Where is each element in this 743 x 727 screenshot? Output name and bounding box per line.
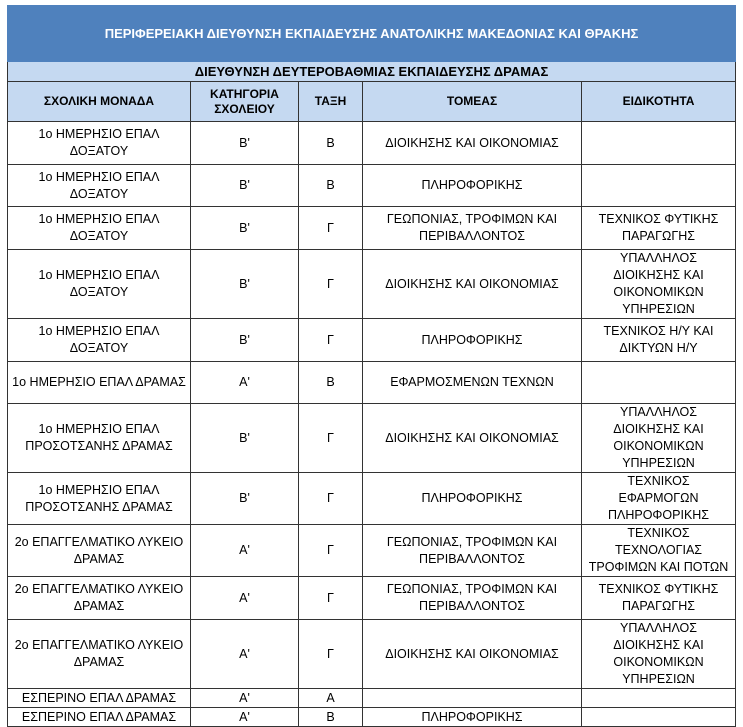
table-row bbox=[8, 473, 736, 525]
cell-category: Α' bbox=[191, 525, 299, 577]
document-table-wrapper bbox=[7, 5, 735, 727]
cell-grade: Γ bbox=[299, 250, 363, 319]
cell-school: ΕΣΠΕΡΙΝΟ ΕΠΑΛ ΔΡΑΜΑΣ bbox=[8, 708, 191, 727]
column-header-specialty: ΕΙΔΙΚΟΤΗΤΑ bbox=[582, 82, 736, 122]
cell-category: Α' bbox=[191, 708, 299, 727]
cell-grade: Γ bbox=[299, 525, 363, 577]
cell-grade: Β bbox=[299, 708, 363, 727]
cell-grade: Γ bbox=[299, 577, 363, 620]
cell-sector: ΔΙΟΙΚΗΣΗΣ ΚΑΙ ΟΙΚΟΝΟΜΙΑΣ bbox=[363, 620, 582, 689]
table-row bbox=[8, 250, 736, 319]
cell-school: 1ο ΗΜΕΡΗΣΙΟ ΕΠΑΛ ΔΟΞΑΤΟΥ bbox=[8, 122, 191, 165]
cell-grade: Γ bbox=[299, 620, 363, 689]
table-body bbox=[8, 122, 736, 727]
cell-sector bbox=[363, 689, 582, 708]
cell-sector: ΔΙΟΙΚΗΣΗΣ ΚΑΙ ΟΙΚΟΝΟΜΙΑΣ bbox=[363, 250, 582, 319]
cell-grade: Γ bbox=[299, 473, 363, 525]
cell-sector: ΓΕΩΠΟΝΙΑΣ, ΤΡΟΦΙΜΩΝ ΚΑΙ ΠΕΡΙΒΑΛΛΟΝΤΟΣ bbox=[363, 577, 582, 620]
cell-grade: Β bbox=[299, 122, 363, 165]
table-row bbox=[8, 319, 736, 362]
column-header-school: ΣΧΟΛΙΚΗ ΜΟΝΑΔΑ bbox=[8, 82, 191, 122]
cell-grade: Γ bbox=[299, 207, 363, 250]
table-row bbox=[8, 708, 736, 727]
cell-grade: Α bbox=[299, 689, 363, 708]
cell-category: Β' bbox=[191, 473, 299, 525]
table-row bbox=[8, 577, 736, 620]
column-header-grade: ΤΑΞΗ bbox=[299, 82, 363, 122]
cell-school: 1ο ΗΜΕΡΗΣΙΟ ΕΠΑΛ ΔΟΞΑΤΟΥ bbox=[8, 319, 191, 362]
cell-specialty bbox=[582, 708, 736, 727]
column-header-category: ΚΑΤΗΓΟΡΙΑ ΣΧΟΛΕΙΟΥ bbox=[191, 82, 299, 122]
cell-sector: ΔΙΟΙΚΗΣΗΣ ΚΑΙ ΟΙΚΟΝΟΜΙΑΣ bbox=[363, 404, 582, 473]
table-row bbox=[8, 362, 736, 404]
table-row bbox=[8, 122, 736, 165]
table-row bbox=[8, 404, 736, 473]
cell-school: 1ο ΗΜΕΡΗΣΙΟ ΕΠΑΛ ΔΟΞΑΤΟΥ bbox=[8, 250, 191, 319]
cell-school: 1ο ΗΜΕΡΗΣΙΟ ΕΠΑΛ ΔΟΞΑΤΟΥ bbox=[8, 165, 191, 207]
table-row bbox=[8, 207, 736, 250]
cell-category: Β' bbox=[191, 122, 299, 165]
cell-school: 2ο ΕΠΑΓΓΕΛΜΑΤΙΚΟ ΛΥΚΕΙΟ ΔΡΑΜΑΣ bbox=[8, 620, 191, 689]
cell-grade: Β bbox=[299, 362, 363, 404]
cell-category: Α' bbox=[191, 577, 299, 620]
cell-specialty: ΤΕΧΝΙΚΟΣ ΤΕΧΝΟΛΟΓΙΑΣ ΤΡΟΦΙΜΩΝ ΚΑΙ ΠΟΤΩΝ bbox=[582, 525, 736, 577]
cell-sector: ΓΕΩΠΟΝΙΑΣ, ΤΡΟΦΙΜΩΝ ΚΑΙ ΠΕΡΙΒΑΛΛΟΝΤΟΣ bbox=[363, 525, 582, 577]
cell-sector: ΔΙΟΙΚΗΣΗΣ ΚΑΙ ΟΙΚΟΝΟΜΙΑΣ bbox=[363, 122, 582, 165]
cell-school: ΕΣΠΕΡΙΝΟ ΕΠΑΛ ΔΡΑΜΑΣ bbox=[8, 689, 191, 708]
cell-sector: ΠΛΗΡΟΦΟΡΙΚΗΣ bbox=[363, 708, 582, 727]
column-header-sector: ΤΟΜΕΑΣ bbox=[363, 82, 582, 122]
cell-sector: ΠΛΗΡΟΦΟΡΙΚΗΣ bbox=[363, 319, 582, 362]
cell-specialty: ΥΠΑΛΛΗΛΟΣ ΔΙΟΙΚΗΣΗΣ ΚΑΙ ΟΙΚΟΝΟΜΙΚΩΝ ΥΠΗΡΕΣΙΩΝ bbox=[582, 620, 736, 689]
table-row bbox=[8, 165, 736, 207]
cell-school: 1ο ΗΜΕΡΗΣΙΟ ΕΠΑΛ ΔΟΞΑΤΟΥ bbox=[8, 207, 191, 250]
cell-category: Β' bbox=[191, 165, 299, 207]
cell-category: Α' bbox=[191, 620, 299, 689]
cell-specialty: ΥΠΑΛΛΗΛΟΣ ΔΙΟΙΚΗΣΗΣ ΚΑΙ ΟΙΚΟΝΟΜΙΚΩΝ ΥΠΗΡΕΣΙΩΝ bbox=[582, 404, 736, 473]
cell-school: 1ο ΗΜΕΡΗΣΙΟ ΕΠΑΛ ΠΡΟΣΟΤΣΑΝΗΣ ΔΡΑΜΑΣ bbox=[8, 473, 191, 525]
cell-sector: ΠΛΗΡΟΦΟΡΙΚΗΣ bbox=[363, 473, 582, 525]
cell-specialty bbox=[582, 689, 736, 708]
cell-specialty: ΤΕΧΝΙΚΟΣ ΕΦΑΡΜΟΓΩΝ ΠΛΗΡΟΦΟΡΙΚΗΣ bbox=[582, 473, 736, 525]
directorate-subtitle: ΔΙΕΥΘΥΝΣΗ ΔΕΥΤΕΡΟΒΑΘΜΙΑΣ ΕΚΠΑΙΔΕΥΣΗΣ ΔΡΑΜΑΣ bbox=[8, 62, 736, 82]
cell-specialty bbox=[582, 362, 736, 404]
cell-specialty: ΤΕΧΝΙΚΟΣ ΦΥΤΙΚΗΣ ΠΑΡΑΓΩΓΗΣ bbox=[582, 207, 736, 250]
cell-category: Α' bbox=[191, 362, 299, 404]
cell-school: 2ο ΕΠΑΓΓΕΛΜΑΤΙΚΟ ΛΥΚΕΙΟ ΔΡΑΜΑΣ bbox=[8, 525, 191, 577]
cell-school: 1ο ΗΜΕΡΗΣΙΟ ΕΠΑΛ ΔΡΑΜΑΣ bbox=[8, 362, 191, 404]
cell-category: Β' bbox=[191, 319, 299, 362]
table-row bbox=[8, 689, 736, 708]
cell-grade: Γ bbox=[299, 319, 363, 362]
cell-category: Α' bbox=[191, 689, 299, 708]
cell-school: 2ο ΕΠΑΓΓΕΛΜΑΤΙΚΟ ΛΥΚΕΙΟ ΔΡΑΜΑΣ bbox=[8, 577, 191, 620]
cell-grade: Β bbox=[299, 165, 363, 207]
table-row bbox=[8, 525, 736, 577]
cell-sector: ΠΛΗΡΟΦΟΡΙΚΗΣ bbox=[363, 165, 582, 207]
cell-specialty bbox=[582, 165, 736, 207]
cell-category: Β' bbox=[191, 404, 299, 473]
schools-table bbox=[7, 5, 736, 727]
cell-grade: Γ bbox=[299, 404, 363, 473]
column-header-row bbox=[8, 82, 736, 122]
cell-specialty: ΤΕΧΝΙΚΟΣ Η/Υ ΚΑΙ ΔΙΚΤΥΩΝ Η/Υ bbox=[582, 319, 736, 362]
cell-school: 1ο ΗΜΕΡΗΣΙΟ ΕΠΑΛ ΠΡΟΣΟΤΣΑΝΗΣ ΔΡΑΜΑΣ bbox=[8, 404, 191, 473]
cell-category: Β' bbox=[191, 250, 299, 319]
cell-specialty bbox=[582, 122, 736, 165]
cell-sector: ΓΕΩΠΟΝΙΑΣ, ΤΡΟΦΙΜΩΝ ΚΑΙ ΠΕΡΙΒΑΛΛΟΝΤΟΣ bbox=[363, 207, 582, 250]
region-title: ΠΕΡΙΦΕΡΕΙΑΚΗ ΔΙΕΥΘΥΝΣΗ ΕΚΠΑΙΔΕΥΣΗΣ ΑΝΑΤΟΛΙΚΗΣ ΜΑΚΕΔΟΝΙΑΣ ΚΑΙ ΘΡΑΚΗΣ bbox=[8, 6, 736, 62]
cell-specialty: ΤΕΧΝΙΚΟΣ ΦΥΤΙΚΗΣ ΠΑΡΑΓΩΓΗΣ bbox=[582, 577, 736, 620]
table-row bbox=[8, 620, 736, 689]
cell-category: Β' bbox=[191, 207, 299, 250]
cell-sector: ΕΦΑΡΜΟΣΜΕΝΩΝ ΤΕΧΝΩΝ bbox=[363, 362, 582, 404]
cell-specialty: ΥΠΑΛΛΗΛΟΣ ΔΙΟΙΚΗΣΗΣ ΚΑΙ ΟΙΚΟΝΟΜΙΚΩΝ ΥΠΗΡΕΣΙΩΝ bbox=[582, 250, 736, 319]
